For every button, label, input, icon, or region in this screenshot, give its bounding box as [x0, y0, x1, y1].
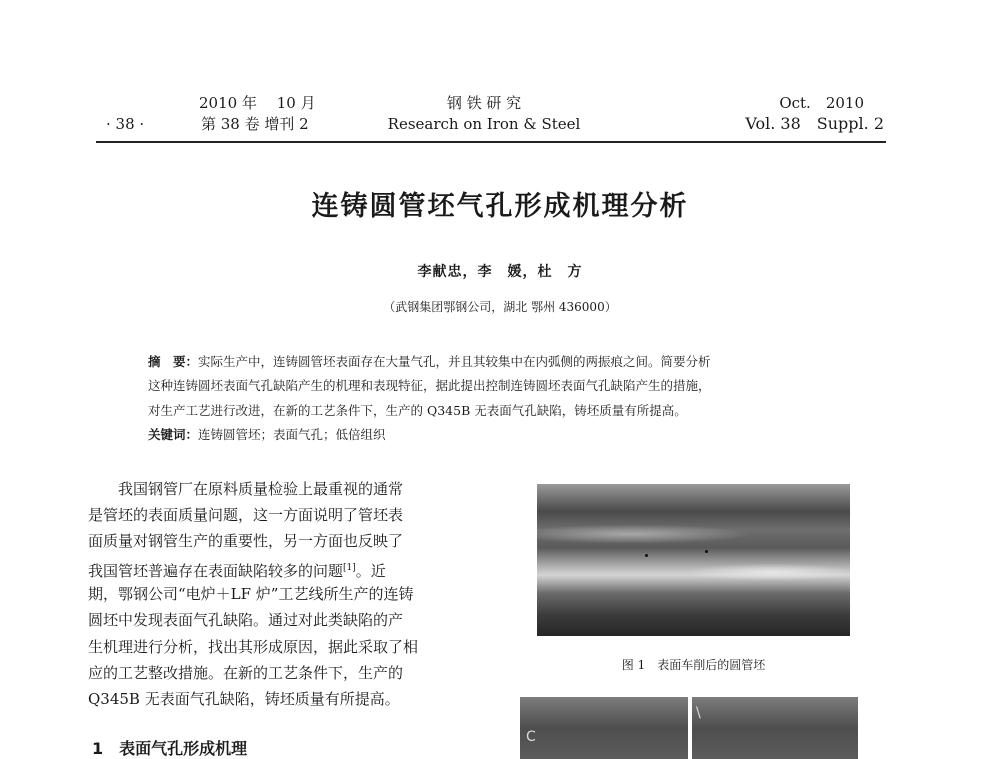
figure-2-photo-left: [520, 697, 688, 759]
keywords-line: [148, 426, 386, 444]
abstract-line-3: 对生产工艺进行改进，在新的工艺条件下，生产的 Q345B 无表面气孔缺陷，铸坯质量有所提高。: [148, 403, 687, 418]
keywords-label: 关键词：: [148, 427, 199, 442]
body-line-8: 应的工艺整改措施。在新的工艺条件下，生产的: [88, 664, 404, 682]
figure-2-mark-right: \: [696, 705, 701, 721]
abstract-line-1: [148, 353, 711, 371]
figure-2-mark-left: C: [526, 729, 536, 745]
header-rule: [96, 141, 886, 143]
body-line-7: 生机理进行分析，找出其形成原因，据此采取了相: [88, 638, 419, 656]
citation-ref: [1]: [343, 563, 356, 573]
body-line-4: [88, 557, 386, 582]
body-line-4-text: 我国管坯普遍存在表面缺陷较多的问题: [88, 562, 344, 580]
journal-name-cn: 钢 铁 研 究: [446, 94, 522, 112]
article-title: 连铸圆管坯气孔形成机理分析: [311, 191, 689, 222]
affiliation: （武钢集团鄂钢公司，湖北 鄂州 436000）: [383, 300, 617, 314]
intro-paragraph: [88, 478, 473, 718]
issue-date-en: Oct. 2010: [779, 94, 864, 112]
authors: 李献忠，李 媛，杜 方: [417, 264, 583, 280]
journal-name-en: Research on Iron & Steel: [387, 115, 581, 133]
abstract-label: 摘 要：: [148, 354, 199, 369]
pore-mark: [705, 550, 708, 553]
body-line-1: 我国钢管厂在原料质量检验上最重视的通常: [88, 480, 404, 498]
body-line-2: 是管坯的表面质量问题，这一方面说明了管坯表: [88, 506, 404, 524]
figure-1-caption: 图 1 表面车削后的圆管坯: [621, 658, 766, 672]
abstract-line-2: 这种连铸圆坯表面气孔缺陷产生的机理和表现特征，据此提出控制连铸圆坯表面气孔缺陷产生的措施，: [148, 378, 711, 393]
body-line-6: 圆坯中发现表面气孔缺陷。通过对此类缺陷的产: [88, 611, 404, 629]
body-line-5: 期，鄂钢公司“电炉＋LF 炉”工艺线所生产的连铸: [88, 585, 414, 603]
keywords-text: 连铸圆管坯；表面气孔；低倍组织: [198, 427, 386, 442]
figure-1-photo: [537, 484, 850, 636]
body-line-3: 面质量对钢管生产的重要性，另一方面也反映了: [88, 532, 404, 550]
page-number: · 38 ·: [106, 115, 145, 133]
abstract-text-1: 实际生产中，连铸圆管坯表面存在大量气孔，并且其较集中在内弧侧的两振痕之间。简要分析: [198, 354, 711, 369]
body-line-9: Q345B 无表面气孔缺陷，铸坯质量有所提高。: [88, 690, 400, 708]
figure-2-photo-right: [692, 697, 858, 759]
volume-en: Vol. 38 Suppl. 2: [745, 114, 884, 133]
section-heading-1: 1 表面气孔形成机理: [92, 739, 248, 758]
issue-date-cn: 2010 年 10 月: [199, 94, 316, 112]
pore-mark: [645, 554, 648, 557]
volume-cn: 第 38 卷 增刊 2: [201, 115, 309, 133]
body-line-4-tail: 。近: [355, 562, 386, 580]
